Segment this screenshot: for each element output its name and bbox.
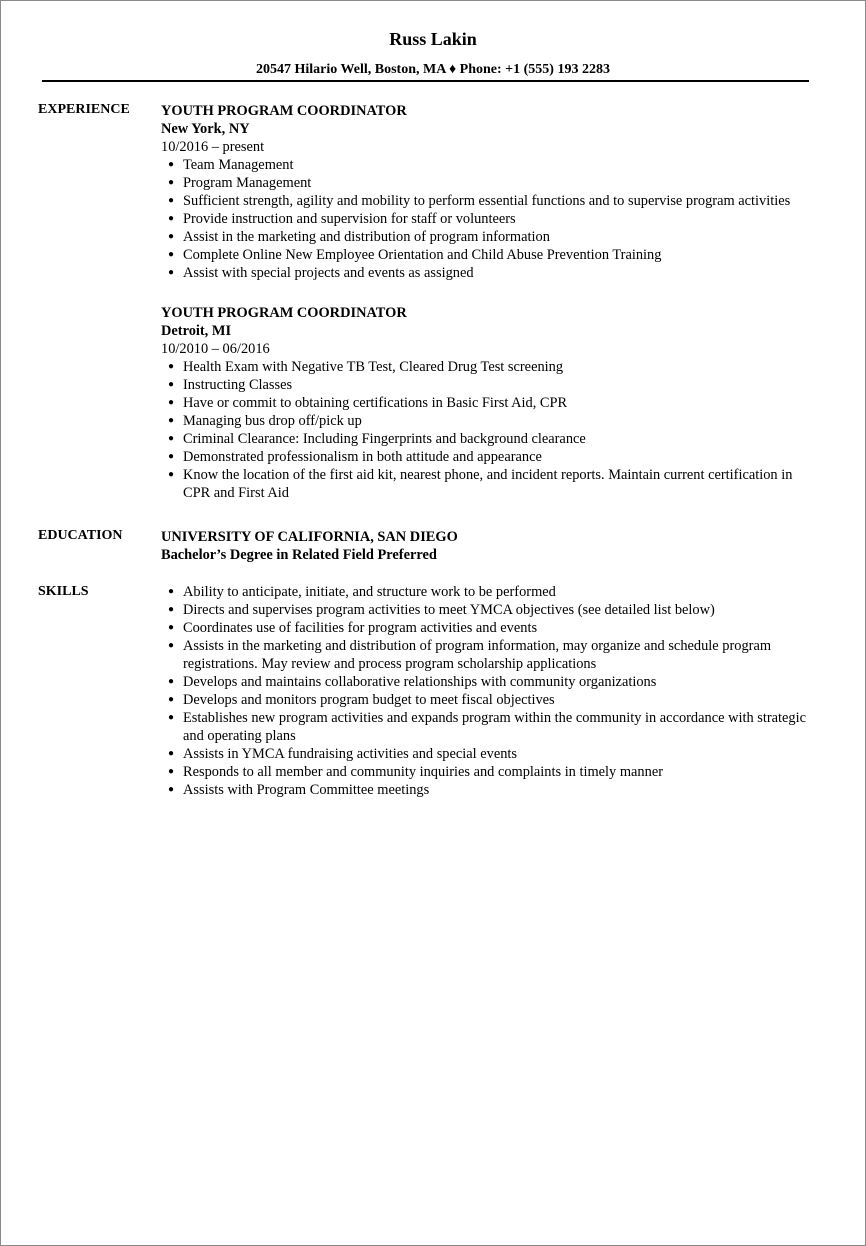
list-item: ● Team Management	[168, 157, 294, 173]
list-item: ● Assists with Program Committee meetings	[168, 782, 430, 798]
list-item: ● Assist in the marketing and distribution of program information	[168, 229, 550, 245]
job-title: YOUTH PROGRAM COORDINATOR	[161, 103, 407, 119]
school-name: UNIVERSITY OF CALIFORNIA, SAN DIEGO	[161, 529, 458, 545]
job-entry	[161, 304, 821, 502]
bullet-icon: ●	[168, 433, 175, 444]
list-item: ● Coordinates use of facilities for program activities and events	[168, 620, 538, 636]
bullet-icon: ●	[168, 361, 175, 372]
list-item: ● Criminal Clearance: Including Fingerprints and background clearance	[168, 431, 586, 447]
bullet-icon: ●	[168, 622, 175, 633]
list-item: ● Develops and maintains collaborative relationships with community organizations	[168, 674, 657, 690]
bullet-icon: ●	[168, 231, 175, 242]
skills-list	[161, 583, 821, 799]
bullet-icon: ●	[168, 766, 175, 777]
section-label-education: EDUCATION	[38, 528, 123, 543]
list-item: ● Establishes new program activities and expands program within the community in accordance with strategic and operating plans	[168, 710, 807, 744]
list-item: ● Develops and monitors program budget to meet fiscal objectives	[168, 692, 555, 708]
list-item: ● Instructing Classes	[168, 377, 293, 393]
candidate-name: Russ Lakin	[389, 29, 477, 49]
bullet-icon: ●	[168, 586, 175, 597]
list-item: ● Demonstrated professionalism in both attitude and appearance	[168, 449, 542, 465]
bullet-icon: ●	[168, 784, 175, 795]
job-dates: 10/2010 – 06/2016	[161, 341, 270, 357]
section-label-skills: SKILLS	[38, 584, 89, 599]
list-item: ● Program Management	[168, 175, 312, 191]
list-item: ● Assist with special projects and events as assigned	[168, 265, 474, 281]
bullet-icon: ●	[168, 177, 175, 188]
job-entry	[161, 102, 821, 282]
bullet-icon: ●	[168, 712, 175, 723]
job-title: YOUTH PROGRAM COORDINATOR	[161, 305, 407, 321]
bullet-icon: ●	[168, 397, 175, 408]
bullet-icon: ●	[168, 379, 175, 390]
list-item: ● Provide instruction and supervision for staff or volunteers	[168, 211, 516, 227]
bullet-icon: ●	[168, 159, 175, 170]
bullet-icon: ●	[168, 469, 175, 480]
job-dates: 10/2016 – present	[161, 139, 265, 155]
bullet-icon: ●	[168, 195, 175, 206]
bullet-icon: ●	[168, 640, 175, 651]
bullet-icon: ●	[168, 604, 175, 615]
list-item: ● Know the location of the first aid kit, nearest phone, and incident reports. Maintain current certification in CPR and First Aid	[168, 467, 793, 501]
bullet-icon: ●	[168, 213, 175, 224]
job-bullets	[161, 358, 821, 502]
contact-line: 20547 Hilario Well, Boston, MA ♦ Phone: +1 (555) 193 2283	[256, 62, 610, 77]
job-bullets	[161, 156, 821, 282]
skills-section	[161, 583, 821, 799]
section-label-experience: EXPERIENCE	[38, 102, 130, 117]
bullet-icon: ●	[168, 249, 175, 260]
bullet-icon: ●	[168, 267, 175, 278]
list-item: ● Assists in the marketing and distribution of program information, may organize and schedule program registrations. May review and process program scholarship applications	[168, 638, 772, 672]
bullet-icon: ●	[168, 415, 175, 426]
bullet-icon: ●	[168, 748, 175, 759]
job-location: New York, NY	[161, 121, 250, 137]
experience-section	[161, 102, 821, 502]
degree: Bachelor’s Degree in Related Field Preferred	[161, 547, 437, 563]
list-item: ● Responds to all member and community inquiries and complaints in timely manner	[168, 764, 663, 780]
list-item: ● Health Exam with Negative TB Test, Cleared Drug Test screening	[168, 359, 564, 375]
list-item: ● Have or commit to obtaining certifications in Basic First Aid, CPR	[168, 395, 568, 411]
bullet-icon: ●	[168, 676, 175, 687]
header-divider	[42, 80, 809, 82]
bullet-icon: ●	[168, 694, 175, 705]
list-item: ● Complete Online New Employee Orientation and Child Abuse Prevention Training	[168, 247, 662, 263]
bullet-icon: ●	[168, 451, 175, 462]
list-item: ● Sufficient strength, agility and mobility to perform essential functions and to supervise program activities	[168, 193, 791, 209]
list-item: ● Directs and supervises program activities to meet YMCA objectives (see detailed list below)	[168, 602, 715, 618]
job-location: Detroit, MI	[161, 323, 232, 339]
list-item: ● Assists in YMCA fundraising activities and special events	[168, 746, 518, 762]
list-item: ● Managing bus drop off/pick up	[168, 413, 362, 429]
list-item: ● Ability to anticipate, initiate, and structure work to be performed	[168, 584, 556, 600]
education-section	[161, 528, 821, 564]
